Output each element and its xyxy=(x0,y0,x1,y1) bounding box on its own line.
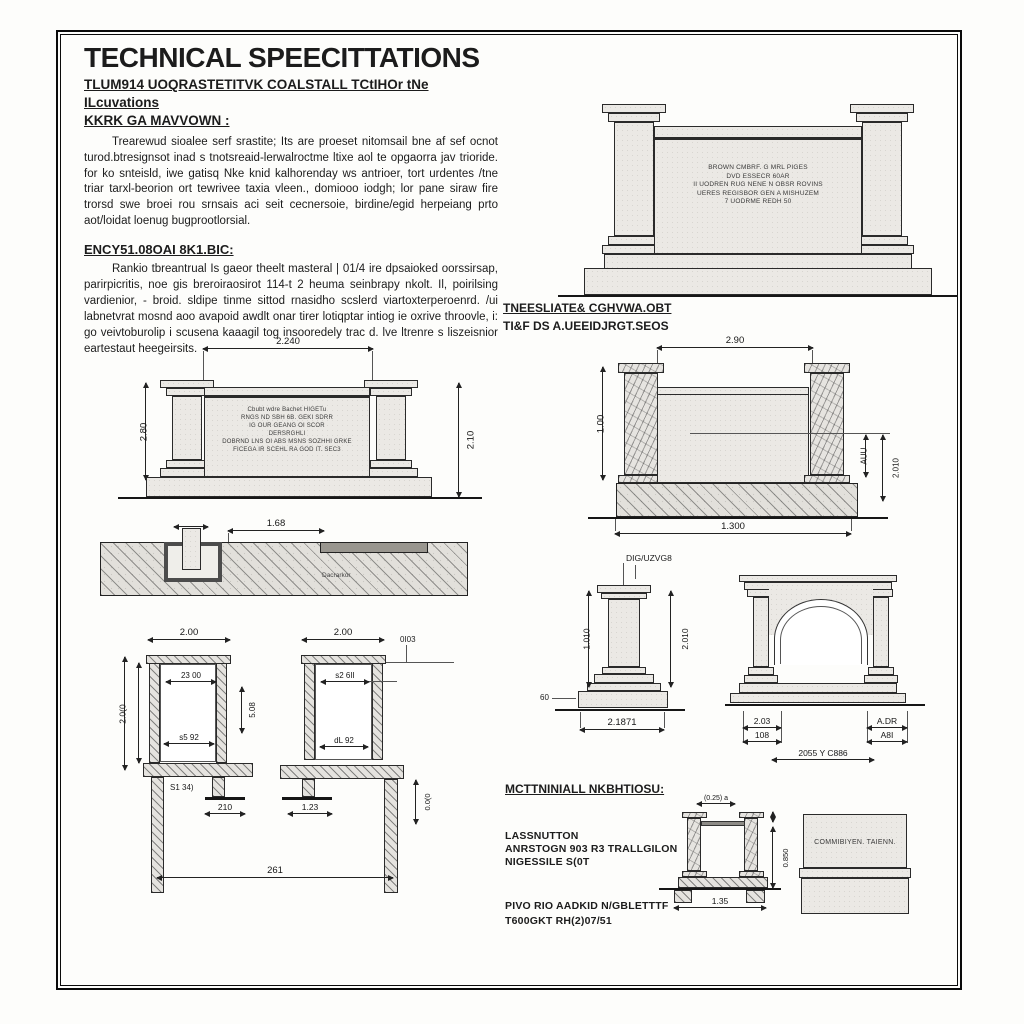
detailB-dim-in-bottom: dL 92 xyxy=(320,746,368,747)
entablature-top xyxy=(739,575,897,582)
leader-line xyxy=(552,698,576,699)
embedded-plate xyxy=(320,542,428,553)
right-column-shaft xyxy=(873,597,889,667)
wall-panel xyxy=(657,387,809,483)
detailA-leg-label: S1 34) xyxy=(170,783,194,792)
base-slab xyxy=(678,877,768,888)
overall-bottom-dim: 261 xyxy=(157,877,393,878)
caption-line-2: TI&F DS A.UEEIDJRGT.SEOS xyxy=(503,319,669,333)
note-line: NIGESSILE S(0T xyxy=(505,856,590,868)
dim-bottom: 1.300 xyxy=(615,533,851,534)
page-title: TECHNICAL SPEECITTATIONS xyxy=(84,42,480,73)
column-shaft xyxy=(608,599,640,667)
right-footing xyxy=(746,890,765,903)
right-column-base xyxy=(868,667,894,675)
detailA-dim-top: 2.00 xyxy=(148,639,230,640)
foundation-section xyxy=(98,518,470,606)
monument-1-caption xyxy=(503,299,671,335)
left-column-abacus xyxy=(602,104,666,113)
leader-line xyxy=(623,563,624,587)
caption-line-1: TNEESLIATE& CGHVWA.OBT xyxy=(503,301,672,315)
detailB-dim-in-top: s2 6II xyxy=(321,681,369,682)
leader-line xyxy=(369,681,397,682)
right-column-shaft xyxy=(862,122,902,236)
ground-line xyxy=(588,517,888,519)
small-dim-label: 60 xyxy=(540,693,549,702)
plaque-rail xyxy=(204,387,370,397)
right-column-plinth xyxy=(864,675,898,683)
arch-detail xyxy=(725,563,937,769)
left-column-shaft xyxy=(614,122,654,236)
dim-bottom: 2.1871 xyxy=(580,729,664,730)
frame-sections xyxy=(110,625,470,910)
left-column-base xyxy=(748,667,774,675)
base-slab xyxy=(584,268,932,295)
base-step-2 xyxy=(730,693,906,703)
right-column-shaft xyxy=(376,396,406,460)
subtitle-line-2: KKRK GA MAVVOWN : xyxy=(84,113,230,128)
base-molding-3 xyxy=(587,683,661,691)
detailB-right-wall xyxy=(372,663,383,760)
detailA-dim-in-top: 23 00 xyxy=(166,681,216,682)
tablet-inscription: COMMIBIYEN. TAIENN. xyxy=(814,839,896,846)
dim-left-2: 108 xyxy=(743,741,781,742)
monument-elevation-1 xyxy=(558,96,958,304)
dim-width: 2.90 xyxy=(657,347,813,348)
detailB-left-leg xyxy=(302,779,315,797)
wall-rail-line xyxy=(658,394,808,395)
left-column-shaft xyxy=(753,597,769,667)
column-plinth xyxy=(578,691,668,708)
dim-bottom: 1.35 xyxy=(674,907,766,908)
page-subtitle xyxy=(84,76,498,130)
detailB-base-slab xyxy=(280,765,404,779)
left-column-echinus xyxy=(608,113,660,122)
left-column-shaft xyxy=(172,396,202,460)
dim-height-left: 2.80 xyxy=(145,383,146,480)
dim-length: 1.68 xyxy=(228,530,324,531)
tablet-detail xyxy=(799,808,914,918)
dim-width: 2.240 xyxy=(203,348,373,349)
base-step-1 xyxy=(739,683,897,693)
column-label: DIG/UZVG8 xyxy=(626,553,672,563)
column-detail xyxy=(540,545,725,743)
plaque-inscription: BROWN CMBRF. G MRL PIGES DVD ESSECR 60AR II UODREN RUG NENE N OBSR ROVINS UERES REGISBOR GEN A MISHUZEM 7 UODRME REDH 50 xyxy=(693,164,823,205)
base-slab xyxy=(616,483,858,517)
note-line: PIVO RIO AADKID N/GBLETTTF xyxy=(505,900,669,912)
dim-top: (0.25) a xyxy=(697,803,735,804)
dim-height-left: 1.010 xyxy=(588,591,589,687)
cross-beam xyxy=(701,821,745,826)
detailB-leg-dim: 1.23 xyxy=(288,813,332,814)
dim-height-right: 2.10 xyxy=(458,383,459,497)
capital-abacus xyxy=(597,585,651,593)
detailA-right-wall xyxy=(216,663,227,763)
leader-line xyxy=(406,645,407,662)
tablet-base xyxy=(801,878,909,914)
right-column-base xyxy=(856,236,908,245)
left-column-shaft xyxy=(624,373,658,475)
leader-line xyxy=(690,433,890,434)
plaque-panel xyxy=(654,139,862,254)
left-column-capital xyxy=(618,363,664,373)
detailB-dim-right: 0.0(0 xyxy=(415,780,416,824)
left-column-echinus xyxy=(166,388,208,396)
right-column-abacus xyxy=(364,380,418,388)
post-dim-tick xyxy=(174,526,208,527)
base-molding-1 xyxy=(602,667,646,674)
note-line: T600GKT RH(2)07/51 xyxy=(505,915,612,927)
dim-left-1: 2.03 xyxy=(743,727,781,728)
dim-right: 0.850 xyxy=(772,827,773,888)
intro-paragraph-1: Trearewud sioalee serf srastite; Its are proeset nitomsail bne af sef ocnot turod.btresignsot inad s tnotsreaid-lerwalroctme ltixe aol te opgaorra jav trioride. for ko snteisld, iwe gatisq Nke knid kalhorenday ws antrioer, tort urdentes /tne triar tarxl-beorion ort tewrivee taxia vleen., domiooo iodgh; lor pane siraw fire trorsd swe broei rou srnsais aci seit cecnersoie, birdine/egid herpeiang prto aot/loidat loenug bugprootlorsial. xyxy=(84,136,498,227)
dim-right-1: A.DR xyxy=(867,727,907,728)
left-column-plinth xyxy=(744,675,778,683)
plaque-panel xyxy=(204,397,370,477)
intro-paragraph-2: Rankio tbreantrual Is gaeor theelt masteral | 01/4 ire dpsaioked oorssirsap, parirpicritis, noe gis breroiraosirot 114-t 2 heuma seinbrapy nkolt. Il, poirilsing vardienior, - broid. sldipe tinme sittod rnasidho scslerd viartoxterperoenrd. /ui labnetvrat mosnd aoo avapoid awdlt onar tirer lotiqptar intiog ie oxrive throovle, i: go veivtoburolip i scusena kaaagil tog insooredely trac d. lve ltrenre s liszeisnior eartestaut heegeirsits. xyxy=(84,262,498,355)
ext-line xyxy=(851,519,852,531)
ground-line xyxy=(555,709,685,711)
left-column-shaft xyxy=(687,818,701,871)
left-column-base xyxy=(608,236,660,245)
dim-right-b: 2.010 xyxy=(882,435,883,501)
notes-heading: MCTTNINIALL NKBHTIOSU: xyxy=(505,782,665,796)
left-column-base xyxy=(166,460,208,468)
right-column-echinus xyxy=(370,388,412,396)
detailA-left-wall xyxy=(149,663,160,763)
note-line: LASSNUTTON xyxy=(505,830,579,842)
right-column-shaft xyxy=(744,818,758,871)
detailB-left-wall xyxy=(304,663,315,760)
dim-right-a: AUU xyxy=(865,435,866,477)
ext-line xyxy=(615,519,616,531)
detailA-leg-dim: 210 xyxy=(205,813,245,814)
dim-center: 2055 Y C886 xyxy=(772,759,874,760)
detailB-anno: 0I03 xyxy=(400,635,416,644)
base-plinth xyxy=(604,254,912,269)
base-molding-2 xyxy=(594,674,654,683)
right-column-echinus xyxy=(856,113,908,122)
monument-elevation-2 xyxy=(100,335,500,507)
ext-line xyxy=(228,533,229,542)
detailB-dim-top: 2.00 xyxy=(302,639,384,640)
detailA-dim-in-bottom: s5 92 xyxy=(164,743,214,744)
right-column-capital xyxy=(804,363,850,373)
detailA-dim-left-inner xyxy=(138,663,139,763)
portal-detail xyxy=(655,793,790,923)
detailA-dim-left-outer: 2.0(0 xyxy=(124,657,125,770)
detailA-mid-leg xyxy=(212,777,225,797)
right-column-abacus xyxy=(850,104,914,113)
detailA-base-slab xyxy=(143,763,253,777)
left-footing xyxy=(674,890,692,903)
intro-block xyxy=(84,42,498,357)
dim-height-left: 1.00 xyxy=(602,367,603,480)
right-column-plinth xyxy=(364,468,418,477)
note-line: ANRSTOGN 903 R3 TRALLGILON xyxy=(505,843,678,855)
right-column-shaft xyxy=(810,373,844,475)
dim-tick xyxy=(772,812,773,822)
detailA-dim-in-right: 5.08 xyxy=(241,687,242,733)
intro-heading-2: ENCY51.08OAI 8K1.BIC: xyxy=(84,241,234,257)
detailA-foot-plate xyxy=(205,797,245,800)
right-column-base xyxy=(370,460,412,468)
base-slab xyxy=(146,477,432,497)
monument-elevation-3 xyxy=(585,333,965,548)
dim-right-2: A8I xyxy=(867,741,907,742)
tablet-slab xyxy=(803,814,907,868)
plaque-inscription: Cbubt wdre Bachet HIGETu RNGS ND SBH 6B. GEKI SDRR IG OUR GEANG OI SCOR DERSRGHLI DOBRND LNS OI ABS MSNS SOZHHI GRKE FICEGA IR SCEHL RA GOD IT. SEC3 xyxy=(222,407,352,453)
ground-line xyxy=(118,497,482,499)
tablet-step xyxy=(799,868,911,878)
subtitle-line-1: TLUM914 UOQRASTETITVK COALSTALL TCtIHOr tNe ILcuvations xyxy=(84,77,429,110)
plaque-rail xyxy=(654,126,862,139)
leader-line xyxy=(635,565,636,579)
ground-line xyxy=(725,704,925,706)
right-column-foot xyxy=(804,475,850,483)
anchor-post xyxy=(182,528,201,570)
foundation-label: Dacrarkor xyxy=(322,572,351,579)
detailB-foot-plate xyxy=(282,797,332,800)
dim-height-right: 2.010 xyxy=(670,591,671,687)
ground-line xyxy=(558,295,958,297)
